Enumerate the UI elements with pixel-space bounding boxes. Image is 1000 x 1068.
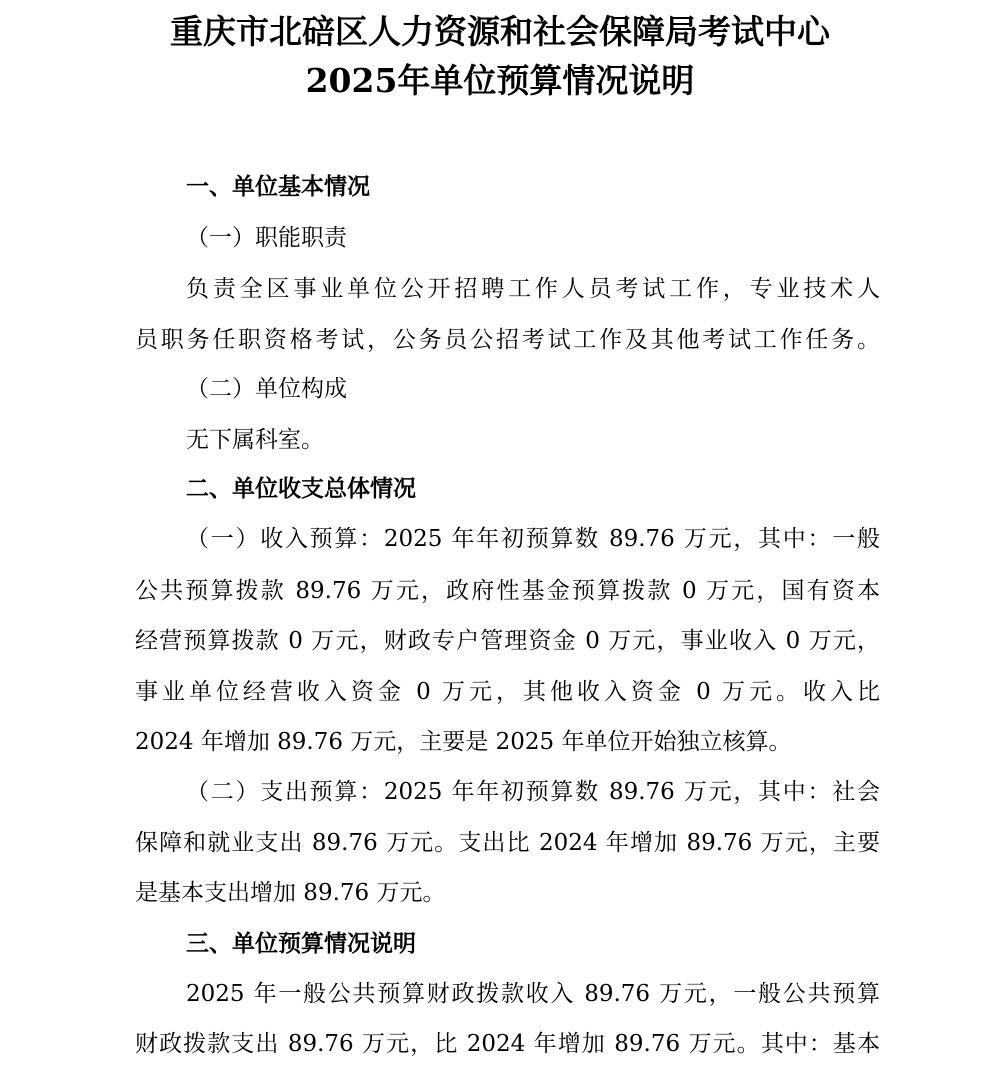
section-heading-basic-info: 一、单位基本情况 [186, 173, 370, 200]
paragraph-line: 财政拨款支出 89.76 万元，比 2024 年增加 89.76 万元。其中：基本 [135, 1031, 880, 1057]
subheading-duties: （一）职能职责 [186, 225, 347, 251]
section-heading-overall: 二、单位收支总体情况 [186, 475, 416, 502]
paragraph-line: 是基本支出增加 89.76 万元。 [135, 880, 446, 906]
paragraph-line: 2024 年增加 89.76 万元，主要是 2025 年单位开始独立核算。 [135, 729, 792, 755]
paragraph-line: 负责全区事业单位公开招聘工作人员考试工作，专业技术人 [186, 276, 880, 302]
paragraph-line: 事业单位经营收入资金 0 万元，其他收入资金 0 万元。收入比 [135, 679, 880, 705]
paragraph-line: 2025 年一般公共预算财政拨款收入 89.76 万元，一般公共预算 [186, 981, 880, 1007]
document-title-line-1: 重庆市北碚区人力资源和社会保障局考试中心 [170, 12, 830, 51]
paragraph-line: 经营预算拨款 0 万元，财政专户管理资金 0 万元，事业收入 0 万元， [135, 628, 880, 654]
paragraph-line: 公共预算拨款 89.76 万元，政府性基金预算拨款 0 万元，国有资本 [135, 578, 880, 604]
paragraph-line: 保障和就业支出 89.76 万元。支出比 2024 年增加 89.76 万元，主要 [135, 830, 880, 856]
document-title-line-2: 2025年单位预算情况说明 [305, 61, 695, 100]
paragraph-line: 员职务任职资格考试，公务员公招考试工作及其他考试工作任务。 [135, 327, 880, 353]
subheading-composition: （二）单位构成 [186, 376, 347, 402]
paragraph-line: （一）收入预算：2025 年年初预算数 89.76 万元，其中：一般 [186, 526, 880, 552]
paragraph-line: （二）支出预算：2025 年年初预算数 89.76 万元，其中：社会 [186, 779, 880, 805]
paragraph-line: 无下属科室。 [186, 427, 324, 453]
section-heading-budget: 三、单位预算情况说明 [186, 930, 416, 957]
